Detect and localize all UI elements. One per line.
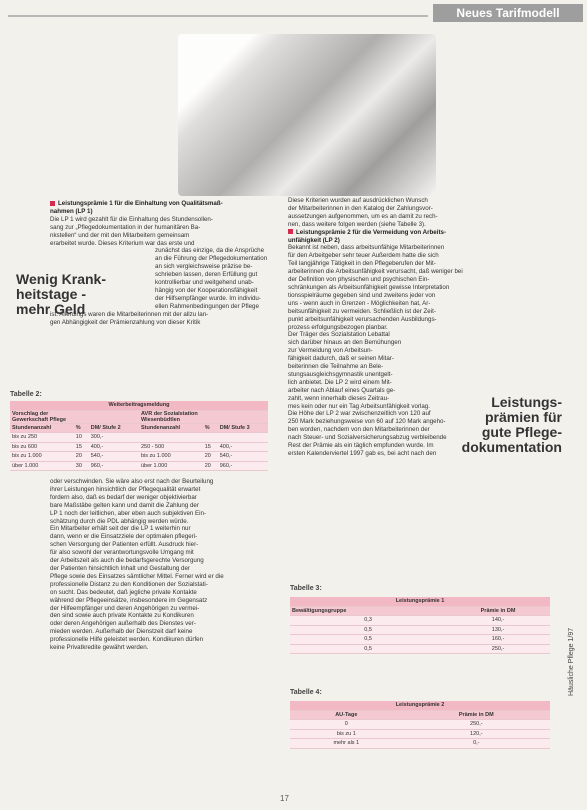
text-line: schen Versorgung der Patienten erfüllt. Ausdruck hier- bbox=[50, 541, 199, 549]
text-line: dann, wenn er die Einsatzziele der optimalen pflegeri- bbox=[50, 533, 198, 541]
table2-title: Weiterbeitragsmeldung bbox=[10, 401, 268, 410]
column-left-bottom bbox=[50, 478, 278, 652]
text-line: der Mitarbeiterinnen in den Katalog der Zahlungsvor- bbox=[288, 204, 433, 212]
text-line: Leistungsprämie 1 für die Einhaltung von Qualitätsmaß- bbox=[50, 200, 275, 208]
text-line: hängig von der Kooperationsfähigkeit bbox=[155, 286, 258, 294]
text-line: punkt arbeitsunfähigkeit verursachenden Ausbildungs- bbox=[288, 315, 437, 323]
table4-title: Leistungsprämie 2 bbox=[290, 701, 550, 710]
table-row: bis zu 250 10 300,- bbox=[10, 433, 268, 443]
text-line: erarbeitet wurde. Dieses Kriterium war das erste und bbox=[50, 239, 195, 247]
text-line: beiterinnen die Teilnahme an Bele- bbox=[288, 363, 384, 371]
text-line: LP 1 noch der leitlichen, aber eben auch subjektiven Ein- bbox=[50, 509, 207, 517]
text-line: Die Höhe der LP 2 war zwischenzeitlich von 120 auf bbox=[288, 410, 431, 418]
text-line: lich anbietet. Die LP 2 wird einem Mit- bbox=[288, 378, 392, 386]
text-line: uns - wenn auch in Grenzen - Möglichkeiten hat, Ar- bbox=[288, 299, 431, 307]
photo bbox=[178, 34, 436, 196]
text-line: oder verschwinden. Sie wäre also erst nach der Beurteilung bbox=[50, 478, 214, 485]
text-line: bare Maßstäbe gelten kann und damit die Zahlung der bbox=[50, 501, 199, 509]
table4: Leistungsprämie 2 AU-Tage Prämie in DM 0 250,- bis zu 1 120,- mehr als 1 0,- bbox=[290, 701, 550, 749]
text-line: Diese Kriterien wurden auf ausdrücklichen Wunsch bbox=[288, 197, 428, 204]
text-line: zunächst das einzige, da die Ansprüche bbox=[155, 247, 265, 255]
text-line: der Definition von physischen und psychischen Ein- bbox=[288, 276, 430, 284]
text-line: professionelle Hilfe geleistet werden. Kondikuren dürfen bbox=[50, 636, 204, 644]
text-line: während der Pflegeeinsätze, insbesondere im Gegensatz bbox=[50, 596, 208, 604]
page-number: 17 bbox=[280, 794, 289, 803]
table-row: 0,5 160,- bbox=[290, 635, 550, 645]
table-row: über 1.000 30 960,- über 1.000 20 960,- bbox=[10, 461, 268, 471]
table-row: bis zu 1 120,- bbox=[290, 729, 550, 739]
text-line: nen, dass weitere folgen werden (siehe Tabelle 3). bbox=[288, 220, 426, 228]
headline-left: Wenig Krank- heitstage - mehr Geld bbox=[16, 271, 106, 317]
section-badge: Neues Tarifmodell bbox=[433, 4, 583, 22]
table2: Weiterbeitragsmeldung Vorschlag der Gewerkschaft Pflege AVR der Sozialstation Wiesenbüdtlen Stundenanzahl % DM/ Stufe 2 Stundenanzahl % DM/ Stufe 3 bis zu 250 10 300,- bis zu 600 15 400,- 250 - 500 15 400,- bis zu 1.000 20 540,- bis zu 1.000 20 540,- über 1.000 30 960,- über 1.000 20 960,- bbox=[10, 401, 268, 471]
text-line: keine Privatkredite gewährt werden. bbox=[50, 644, 149, 652]
text-line: fordern also, daß es bedarf der weniger objektivierbar bbox=[50, 493, 197, 501]
text-line: aussetzungen aufgenommen, um es an damit zu rech- bbox=[288, 212, 438, 220]
text-line: tionsspielräume gegeben sind und zweitens jeder von bbox=[288, 291, 436, 299]
text-line: professionelle Distanz zu den Konditionen der Sozialstati- bbox=[50, 580, 208, 588]
text-line: Rest der Prämie als ein täglich empfunden wurde. Im bbox=[288, 442, 434, 450]
text-line: nkstellen“ und der mit den Mitarbeitern gemeinsam bbox=[50, 231, 190, 239]
text-line: kontrollierbar und weitgehend unab- bbox=[155, 279, 254, 287]
text-line: schränkungen als Arbeitsunfähigkeit gewisse Interpretation bbox=[288, 283, 450, 291]
table-row: bis zu 1.000 20 540,- bis zu 1.000 20 540,- bbox=[10, 452, 268, 462]
table3-caption: Tabelle 3: bbox=[290, 585, 322, 592]
text-line: Die LP 1 wird gezahlt für die Einhaltung des Stundensollen- bbox=[50, 215, 213, 223]
text-line: an sich vergleichsweise präzise be- bbox=[155, 263, 253, 271]
text-line: nach Steuer- und Sozialversicherungsabzug verbleibende bbox=[288, 434, 447, 442]
table-row: bis zu 600 15 400,- 250 - 500 15 400,- bbox=[10, 442, 268, 452]
table-row: 0,5 130,- bbox=[290, 625, 550, 635]
text-line: stungsausgleichsgymnastik unentgelt- bbox=[288, 370, 393, 378]
text-line: der Hilfsempfänger wurde. Im individu- bbox=[155, 294, 261, 302]
text-line: beitsunfähigkeit zu vermeiden. Schließlich ist der Zeit- bbox=[288, 307, 436, 315]
text-line: der Patienten hinsichtlich Inhalt und Gestaltung der bbox=[50, 564, 190, 572]
text-line: nahmen (LP 1) bbox=[50, 207, 93, 215]
text-line: ben worden, nachdem von den Mitarbeiterinnen der bbox=[288, 426, 430, 434]
table3-title: Leistungsprämie 1 bbox=[290, 597, 550, 606]
table-row: 0 250,- bbox=[290, 720, 550, 730]
table-row: 0,3 140,- bbox=[290, 616, 550, 626]
text-line: mieden werden. Außerhalb der Dienstzeit darf keine bbox=[50, 628, 193, 636]
bullet-square-icon bbox=[50, 201, 55, 206]
text-line: 250 Mark beziehungsweise von 60 auf 120 Mark angeho- bbox=[288, 418, 446, 426]
text-line: Ein Mitarbeiter erhält seit der die LP 1 weiterhin nur bbox=[50, 525, 191, 533]
text-line: gen Abhängigkeit der Prämienzahlung von dieser Kritik bbox=[50, 318, 201, 326]
text-line: Pflege sowie des Einsatzes sämtlicher Mittel. Ferner wird er die bbox=[50, 572, 224, 580]
text-line: ellen Rahmenbedingungen der Pflege bbox=[155, 302, 259, 310]
image-credit: Häusliche Pflege 1/97 bbox=[568, 627, 575, 696]
text-line: der Arbeitszeit als auch die bedarfsgerechte Versorgung bbox=[50, 557, 204, 565]
text-line: für also sowohl der verantwortungsvolle Umgang mit bbox=[50, 549, 194, 557]
text-line: on sucht. Das bedeutet, daß jegliche private Kontakte bbox=[50, 588, 197, 596]
text-line: arbeiterinnen die Arbeitsunfähigkeit verursacht, daß weniger bei bbox=[288, 268, 463, 276]
text-line: an die Führung der Pflegedokumentation bbox=[155, 255, 268, 263]
text-line: oder deren Angehörigen außerhalb des Dienstes ver- bbox=[50, 620, 196, 628]
text-line: Bekannt ist neben, dass arbeitsunfähige Mitarbeiterinnen bbox=[288, 244, 445, 252]
text-line: sang zur „Pflegedokumentation in der humanitären Ba- bbox=[50, 223, 201, 231]
text-line: schrieben lassen, deren Erfüllung gut bbox=[155, 271, 258, 279]
top-rule bbox=[8, 15, 428, 17]
text-line: ersten Kalenderviertel 1997 gab es, bei acht nach den bbox=[288, 450, 437, 457]
table-row: 0,5 250,- bbox=[290, 644, 550, 654]
text-line: Leistungsprämie 2 für die Vermeidung von Arbeits- bbox=[288, 229, 526, 237]
text-line: Der Träger des Sozialstation Lebattal bbox=[288, 331, 390, 339]
text-line: zahlt, wenn innerhalb dieses Zeitrau- bbox=[288, 394, 390, 402]
table3: Leistungsprämie 1 Bewältigungsgruppe Prämie in DM 0,3 140,- 0,5 130,- 0,5 160,- 0,5 250,- bbox=[290, 597, 550, 654]
table-row: mehr als 1 0,- bbox=[290, 739, 550, 749]
text-line: für den Arbeitgeber sehr teuer Außerdem hatte die sich bbox=[288, 252, 439, 260]
text-line: Teil langjährige Tätigkeit in den Pflegeberufen der Mit- bbox=[288, 260, 436, 268]
text-line: den sind sowie auch private Kontakte zu Kondikuren bbox=[50, 612, 194, 620]
text-line: unfähigkeit (LP 2) bbox=[288, 236, 340, 244]
table2-caption: Tabelle 2: bbox=[10, 391, 42, 398]
text-line: ist. Allerdings waren die Mitarbeiterinnen mit der allzu lan- bbox=[50, 310, 209, 318]
text-line: mes kein oder nur ein Tag Arbeitsunfähigkeit vorlag. bbox=[288, 402, 430, 410]
text-line: der Hilfeempfänger und deren Angehörigen zu vermei- bbox=[50, 604, 200, 612]
text-line: ihrer Leistungen hinsichtlich der Pflegequalität erwartet bbox=[50, 485, 201, 493]
text-line: arbeiter nach Ablauf eines Quartals ge- bbox=[288, 386, 396, 394]
bullet-square-icon bbox=[288, 229, 293, 234]
text-line: fähigkeit dadurch, daß er seinen Mitar- bbox=[288, 355, 394, 363]
text-line: prozess erfolgungsbezogen planbar. bbox=[288, 323, 388, 331]
table4-caption: Tabelle 4: bbox=[290, 689, 322, 696]
text-line: schätzung durch die PDL abhängig werden würde. bbox=[50, 517, 189, 525]
headline-right: Leistungs- prämien für gute Pflege- dokumentation bbox=[461, 394, 562, 455]
text-line: sich darüber hinaus an den Bemühungen bbox=[288, 339, 402, 347]
text-line: zur Vermeidung von Arbeitsun- bbox=[288, 347, 373, 355]
